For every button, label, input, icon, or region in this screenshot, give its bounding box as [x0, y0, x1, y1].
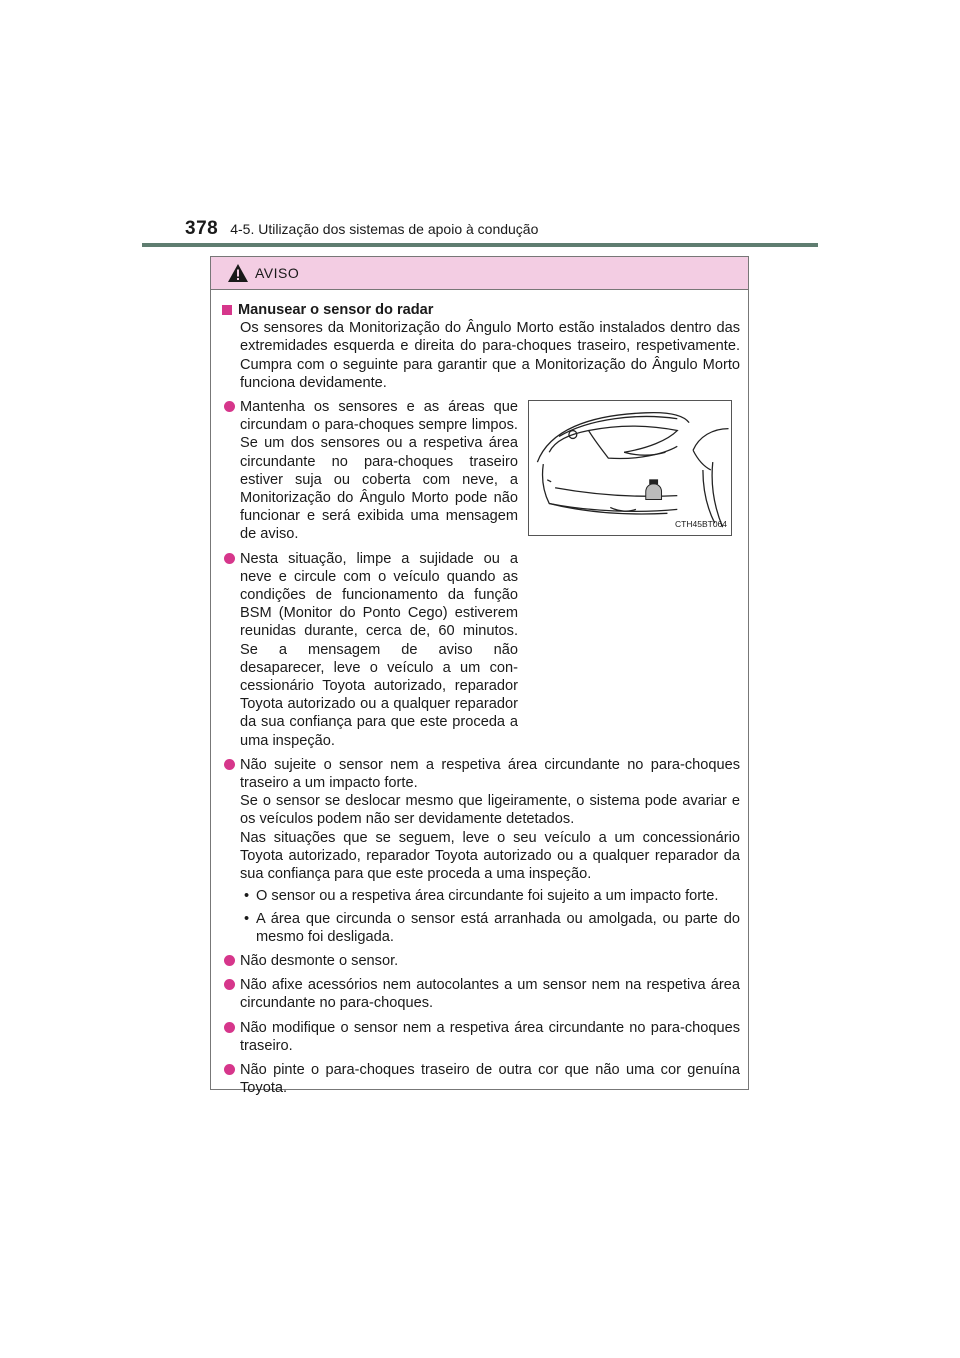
- list-item-text: Mantenha os sensores e as áreas que circundam o para-choques sempre limpos. Se um dos sensores ou a respetiva área circundante no para-choques traseiro estiver suja ou coberta com neve, a Monitorização do Ângulo Morto pode não funcionar e será exibida uma mensagem de aviso.: [240, 399, 518, 543]
- section-title: 4-5. Utilização dos sistemas de apoio à condução: [230, 221, 539, 237]
- rear-bumper-illustration: [528, 400, 732, 536]
- list-item: [222, 756, 740, 946]
- page-header: [185, 218, 538, 240]
- page-number: 378: [185, 218, 219, 239]
- warning-content: [222, 301, 740, 1097]
- list-item: [222, 976, 740, 1012]
- header-rule: [142, 243, 818, 247]
- bullets-with-figure: [222, 398, 740, 750]
- bullet-dot-icon: [224, 1022, 235, 1033]
- square-bullet-icon: [222, 305, 232, 315]
- list-item-text: Não pinte o para-choques traseiro de outra cor que não uma cor genuína Toyota.: [240, 1061, 740, 1097]
- list-item-text: Nesta situação, limpe a sujidade ou a neve e circule com o veículo quando as condições de funcionamento da função BSM (Monitor do Ponto Cego) estiverem reunidas durante, cerca de, 60 minutos. Se a mensagem de aviso não desaparecer, leve o veículo a um concessionário Toyota autorizado, reparador Toyota autorizado ou a qualquer reparador da sua confiança para que este proceda a uma inspeção.: [240, 550, 518, 749]
- list-item-text: Não desmonte o sensor.: [240, 952, 399, 969]
- intro-paragraph: Os sensores da Monitorização do Ângulo Morto estão instalados dentro das extremidades esquerda e direita do para-choques traseiro, respetivamente. Cumpra com o seguinte para garantir que a Monitorização do Ângulo Morto funciona devidamente.: [240, 320, 740, 391]
- list-item: [222, 550, 518, 750]
- bullets-top: [222, 398, 518, 750]
- list-item-text: Se o sensor se deslocar mesmo que ligeiramente, o sistema pode avariar e os veículos podem não ser devidamente detetados.: [240, 793, 740, 828]
- sub-list: [240, 887, 740, 946]
- list-item: [222, 1019, 740, 1055]
- list-item: [222, 398, 518, 544]
- bullet-dot-icon: [224, 553, 235, 564]
- bullet-dot-icon: [224, 979, 235, 990]
- bullet-dot-icon: [224, 759, 235, 770]
- sub-list-item: • O sensor ou a respetiva área circundante foi sujeito a um impacto forte.: [240, 887, 740, 905]
- list-item-text: Não modifique o sensor nem a respetiva área circundante no para-choques traseiro.: [240, 1019, 740, 1054]
- warning-triangle-icon: [227, 263, 249, 283]
- list-item-text: Não afixe acessórios nem autocolantes a um sensor nem na respetiva área circundante no para-choques.: [240, 977, 740, 1012]
- subheading: [222, 301, 740, 319]
- bullet-dot-icon: [224, 1064, 235, 1075]
- subheading-text: Manusear o sensor do radar: [238, 302, 434, 318]
- sub-list-item: • A área que circunda o sensor está arranhada ou amolgada, ou parte do mesmo foi desligada.: [240, 910, 740, 946]
- bullet-dot-icon: [224, 955, 235, 966]
- list-item: [222, 1061, 740, 1097]
- list-item: [222, 952, 740, 970]
- warning-box: [210, 256, 749, 1097]
- warning-label: AVISO: [255, 265, 300, 281]
- list-item-text: Nas situações que se seguem, leve o seu veículo a um concessionário Toyota autorizado, reparador Toyota autorizado ou a qualquer reparador da sua confiança para que este proceda a uma inspeção.: [240, 829, 740, 883]
- warning-header: [211, 257, 748, 290]
- list-item-text: Não sujeite o sensor nem a respetiva área circundante no para-choques traseiro a um impacto forte.: [240, 756, 740, 792]
- bullet-dot-icon: [224, 401, 235, 412]
- figure-code: CTH45BT064: [675, 518, 727, 529]
